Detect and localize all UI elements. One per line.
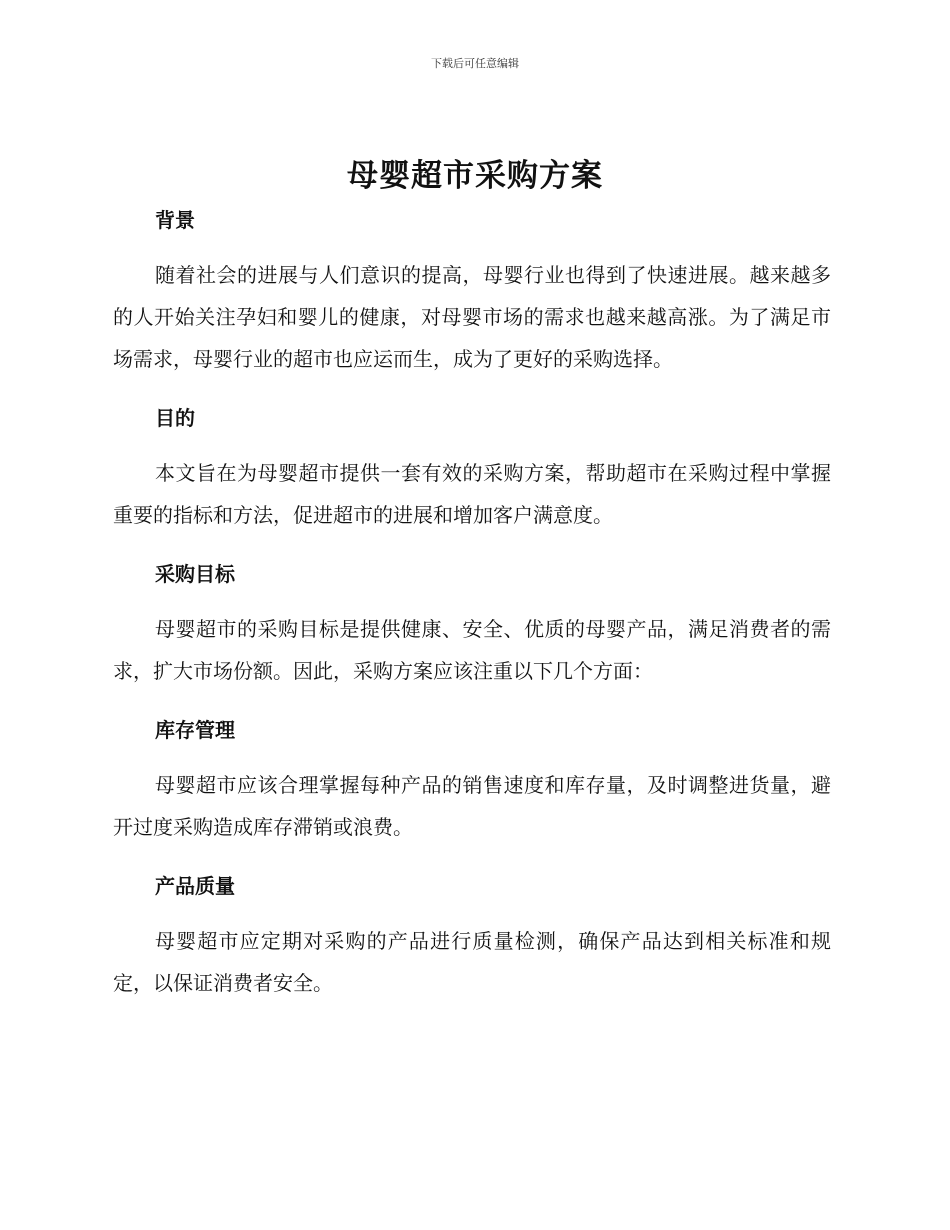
section-product-quality (113, 870, 831, 1004)
section-paragraph: 母婴超市的采购目标是提供健康、安全、优质的母婴产品，满足消费者的需求，扩大市场份额。因此，采购方案应该注重以下几个方面： (113, 617, 831, 683)
section-heading: 库存管理 (155, 718, 235, 742)
section-background (113, 204, 831, 380)
section-paragraph: 母婴超市应该合理掌握每种产品的销售速度和库存量，及时调整进货量，避开过度采购造成库存滞销或浪费。 (113, 773, 831, 839)
section-heading: 产品质量 (155, 874, 235, 898)
section-paragraph: 母婴超市应定期对采购的产品进行质量检测，确保产品达到相关标准和规定，以保证消费者安全。 (113, 929, 831, 995)
section-procurement-goal (113, 558, 831, 692)
section-paragraph: 本文旨在为母婴超市提供一套有效的采购方案，帮助超市在采购过程中掌握重要的指标和方法，促进超市的进展和增加客户满意度。 (113, 461, 831, 527)
section-heading: 背景 (155, 208, 195, 232)
document-title: 母婴超市采购方案 (347, 158, 603, 194)
section-heading: 采购目标 (155, 562, 235, 586)
section-paragraph: 随着社会的进展与人们意识的提高，母婴行业也得到了快速进展。越来越多的人开始关注孕妇和婴儿的健康，对母婴市场的需求也越来越高涨。为了满足市场需求，母婴行业的超市也应运而生，成为了更好的采购选择。 (113, 263, 831, 371)
section-heading: 目的 (155, 406, 195, 430)
section-inventory-management (113, 714, 831, 848)
section-purpose (113, 402, 831, 536)
page-header-note: 下载后可任意编辑 (431, 57, 519, 70)
document-body (113, 204, 831, 1026)
